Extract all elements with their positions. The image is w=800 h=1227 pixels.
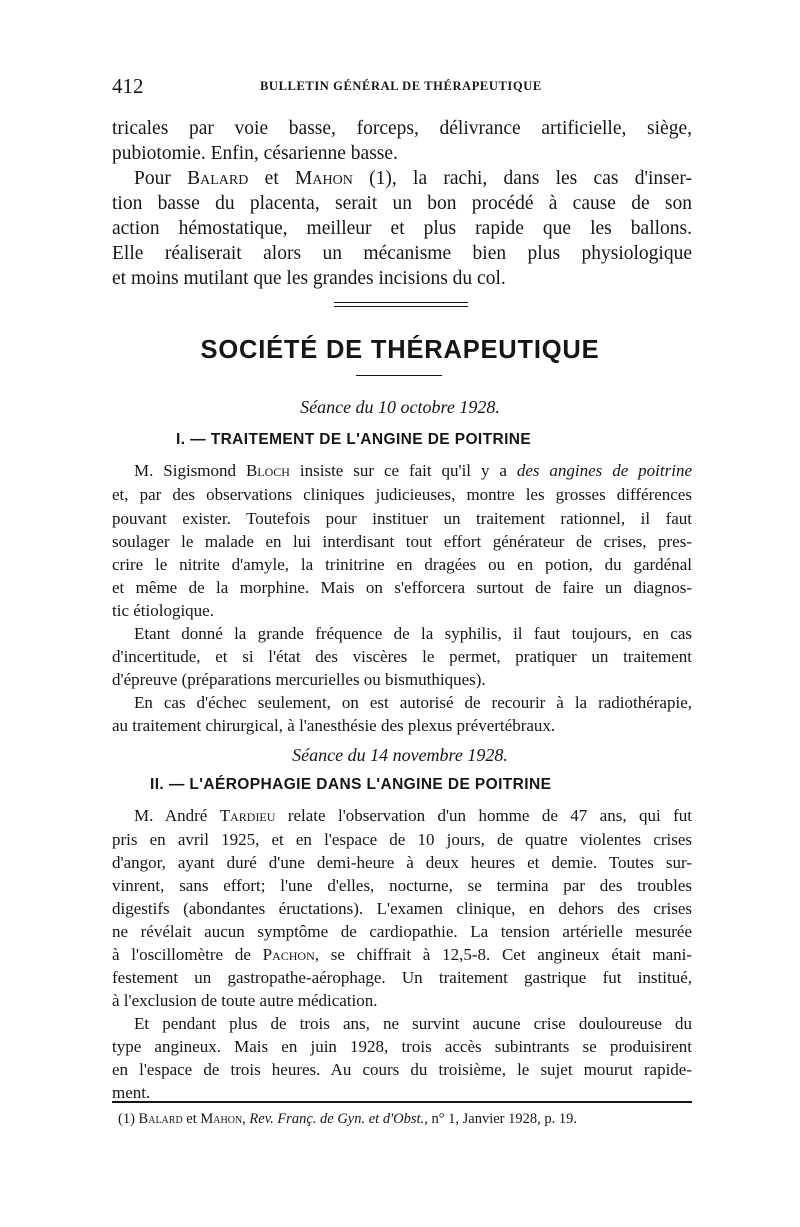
text-line: En cas d'échec seulement, on est autorisé de recourir à la radiothérapie, [134,693,692,712]
text-line: soulager le malade en lui interdisant tout effort générateur de crises, pres- [112,532,692,551]
text-line: à l'exclusion de toute autre médication. [112,991,378,1010]
text-line: Elle réaliserait alors un mécanisme bien plus physiologique [112,243,692,264]
page-header [112,74,692,98]
author-name: Tardieu [219,806,276,825]
text-line: tion basse du placenta, serait un bon procédé à cause de son [112,193,692,214]
text-line: tic étiologique. [112,601,214,620]
text-line: au traitement chirurgical, à l'anesthésie des plexus prévertébraux. [112,716,556,735]
author-name: Pachon [262,945,315,964]
article-heading: II. — L'AÉROPHAGIE DANS L'ANGINE DE POITRINE [150,776,552,793]
text-line: pris en avril 1925, et en l'espace de 10 jours, de quatre violentes crises [112,830,692,849]
separator-rule [334,302,468,303]
text-line: Et pendant plus de trois ans, ne survint aucune crise douloureuse du [134,1014,692,1033]
text-line: en l'espace de trois heures. Au cours du troisième, le sujet mourut rapide- [112,1060,692,1079]
text-line: d'épreuve (préparations mercurielles ou bismuthiques). [112,670,486,689]
session-date: Séance du 14 novembre 1928. [292,745,508,765]
text-line: d'incertitude, et si l'état des viscères le permet, pratiquer un traitement [112,647,692,666]
journal-title: Rev. Franç. de Gyn. et d'Obst. [249,1111,425,1127]
text-line: et, par des observations cliniques judicieuses, montre les grosses différences [112,485,692,504]
footnote: (1) Balard et Mahon, Rev. Franç. de Gyn. et d'Obst., n° 1, Janvier 1928, p. 19. [118,1111,577,1127]
text-line: Pour Balard et Mahon (1), la rachi, dans les cas d'inser- [134,168,693,189]
session-date: Séance du 10 octobre 1928. [300,397,500,417]
text-line: crire le nitrite d'amyle, la trinitrine en dragées ou en potion, du gardénal [112,555,692,574]
emphasis: des angines de poitrine [516,461,693,480]
title-underline [356,375,442,376]
author-name: Balard [187,168,249,189]
author-name: Mahon [295,168,353,189]
text-line: action hémostatique, meilleur et plus rapide que les ballons. [112,218,692,239]
page-number: 412 [112,74,144,98]
text-line: M. Sigismond Bloch insiste sur ce fait qu'il y a des angines de poitrine [134,461,693,480]
footnote-rule [112,1101,692,1103]
text-line: à l'oscillomètre de Pachon, se chiffrait à 12,5-8. Cet angineux était mani- [112,945,692,964]
text-line: M. André Tardieu relate l'observation d'un homme de 47 ans, qui fut [134,806,692,825]
text-line: et même de la morphine. Mais on s'efforcera surtout de faire un diagnos- [112,578,692,597]
text-line: et moins mutilant que les grandes incisions du col. [112,268,506,289]
text-line: pouvant exister. Toutefois pour instituer un traitement rationnel, il faut [112,509,692,528]
author-name: Bloch [245,461,290,480]
text-line: ne révélait aucun symptôme de cardiopathie. La tension artérielle mesurée [112,922,692,941]
separator-rule [334,306,468,307]
text-line: pubiotomie. Enfin, césarienne basse. [112,143,398,164]
running-title: BULLETIN GÉNÉRAL DE THÉRAPEUTIQUE [260,79,542,93]
section-title: SOCIÉTÉ DE THÉRAPEUTIQUE [200,336,600,364]
text-line: Etant donné la grande fréquence de la syphilis, il faut toujours, en cas [134,624,692,643]
author-name: Balard [138,1111,183,1127]
text-line: d'angor, ayant duré d'une demi-heure à deux heures et demie. Toutes sur- [112,853,692,872]
text-line: digestifs (abondantes éructations). L'examen clinique, en dehors des crises [112,899,692,918]
text-line: tricales par voie basse, forceps, délivrance artificielle, siège, [112,118,692,139]
author-name: Mahon [200,1111,243,1127]
text-line: type angineux. Mais en juin 1928, trois accès subintrants se produisirent [112,1037,692,1056]
text-line: ment. [112,1083,151,1102]
text-line: vinrent, sans effort; l'une d'elles, nocturne, se termina par des troubles [112,876,692,895]
text-line: festement un gastropathe-aérophage. Un traitement gastrique fut institué, [112,968,692,987]
article-heading: I. — TRAITEMENT DE L'ANGINE DE POITRINE [176,431,532,448]
